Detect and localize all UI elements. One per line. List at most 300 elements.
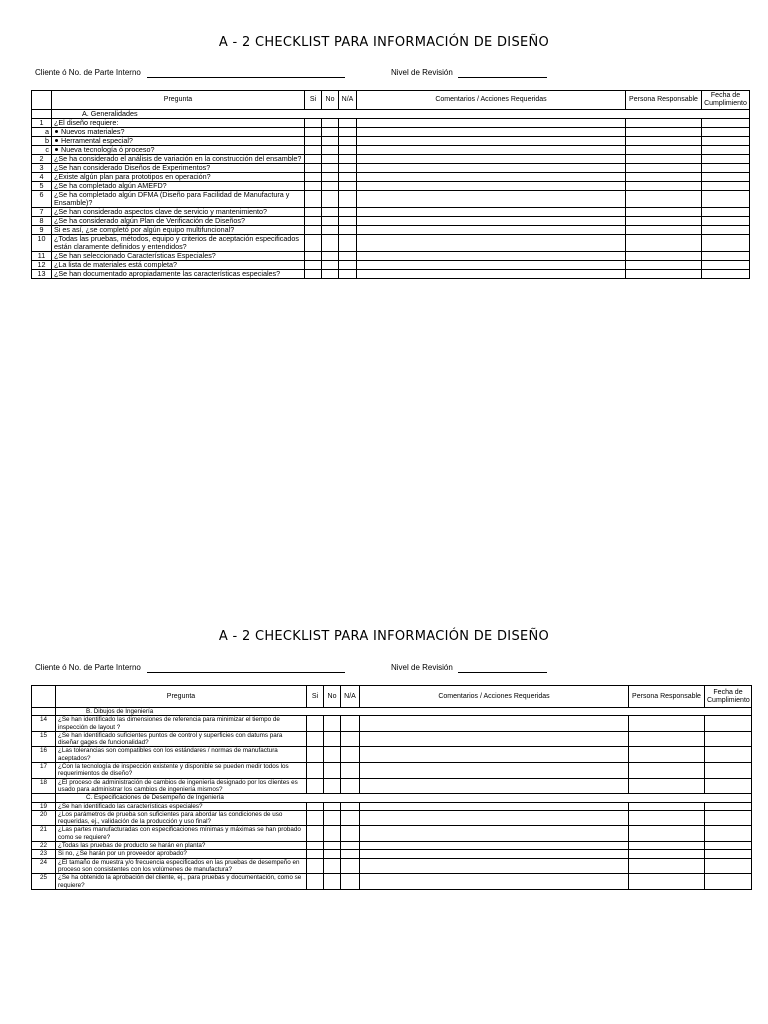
question-cell [52,270,305,279]
responsible-cell[interactable] [629,763,705,779]
header-num [32,91,52,110]
na-checkbox[interactable] [339,208,357,217]
question-cell [52,217,305,226]
due-date-cell[interactable] [702,208,750,217]
na-checkbox[interactable] [341,826,360,842]
due-date-cell[interactable] [702,182,750,191]
row-number: 9 [32,226,52,235]
header-pregunta: Pregunta [52,91,305,110]
no-checkbox[interactable] [322,155,339,164]
responsible-cell[interactable] [626,270,702,279]
question-text: ¿Se han considerado Diseños de Experimentos? [54,163,211,172]
responsible-cell[interactable] [626,182,702,191]
due-date-cell[interactable] [702,173,750,182]
header-persona: Persona Responsable [629,686,705,708]
due-date-cell[interactable] [702,119,750,128]
comments-cell[interactable] [360,716,629,732]
no-checkbox[interactable] [322,146,339,155]
table-row [32,874,752,890]
question-cell [52,208,305,217]
table-row [32,850,752,858]
no-checkbox[interactable] [322,252,339,261]
na-checkbox[interactable] [341,858,360,874]
revision-label: Nivel de Revisión [391,68,453,77]
section-row [32,708,752,716]
header-no: No [324,686,341,708]
due-date-cell[interactable] [705,842,752,850]
comments-cell[interactable] [360,778,629,794]
row-number: 25 [32,874,56,890]
na-checkbox[interactable] [341,850,360,858]
due-date-cell[interactable] [705,874,752,890]
no-checkbox[interactable] [324,747,341,763]
revision-label: Nivel de Revisión [391,663,453,672]
no-checkbox[interactable] [324,842,341,850]
si-checkbox[interactable] [307,716,324,732]
si-checkbox[interactable] [307,802,324,810]
no-checkbox[interactable] [322,208,339,217]
comments-cell[interactable] [360,802,629,810]
question-text: Herramental especial? [61,136,133,145]
si-checkbox[interactable] [307,826,324,842]
row-number: 2 [32,155,52,164]
row-number: 3 [32,164,52,173]
si-checkbox[interactable] [307,842,324,850]
row-number: 17 [32,763,56,779]
client-label: Cliente ó No. de Parte Interno [35,68,141,77]
si-checkbox[interactable] [305,217,322,226]
si-checkbox[interactable] [305,226,322,235]
no-checkbox[interactable] [324,850,341,858]
due-date-cell[interactable] [702,155,750,164]
row-number: 10 [32,235,52,252]
row-number [32,794,56,802]
question-text: ¿Se han identificado las características especiales? [58,802,203,810]
question-cell [56,763,307,779]
question-cell [56,802,307,810]
question-cell [52,164,305,173]
na-checkbox[interactable] [339,226,357,235]
si-checkbox[interactable] [305,270,322,279]
comments-cell[interactable] [357,155,626,164]
no-checkbox[interactable] [322,226,339,235]
na-checkbox[interactable] [341,810,360,826]
na-checkbox[interactable] [341,747,360,763]
due-date-cell[interactable] [702,146,750,155]
due-date-cell[interactable] [702,261,750,270]
comments-cell[interactable] [360,731,629,747]
table-row [32,716,752,732]
row-number: 14 [32,716,56,732]
question-cell [56,850,307,858]
comments-cell[interactable] [360,842,629,850]
due-date-cell[interactable] [705,858,752,874]
row-number: 22 [32,842,56,850]
header-comentarios: Comentarios / Acciones Requeridas [357,91,626,110]
row-number: 15 [32,731,56,747]
header-na: N/A [339,91,357,110]
si-checkbox[interactable] [305,128,322,137]
due-date-cell[interactable] [705,716,752,732]
comments-cell[interactable] [357,226,626,235]
comments-cell[interactable] [357,217,626,226]
si-checkbox[interactable] [305,155,322,164]
row-number: 1 [32,119,52,128]
si-checkbox[interactable] [307,731,324,747]
client-label: Cliente ó No. de Parte Interno [35,663,141,672]
due-date-cell[interactable] [702,128,750,137]
row-number: 5 [32,182,52,191]
table-row [32,763,752,779]
question-text: ¿Las partes manufacturadas con especificaciones mínimas y máximas se han probado como se requiere? [58,826,301,841]
due-date-cell[interactable] [702,235,750,252]
row-number: 11 [32,252,52,261]
header-si: Si [305,91,322,110]
na-checkbox[interactable] [339,119,357,128]
table-row [32,826,752,842]
na-checkbox[interactable] [339,137,357,146]
due-date-cell[interactable] [705,826,752,842]
comments-cell[interactable] [357,137,626,146]
na-checkbox[interactable] [341,731,360,747]
no-checkbox[interactable] [322,119,339,128]
row-number: a [32,128,52,137]
question-cell [52,182,305,191]
na-checkbox[interactable] [339,155,357,164]
na-checkbox[interactable] [339,191,357,208]
due-date-cell[interactable] [705,731,752,747]
table-row [32,164,750,173]
responsible-cell[interactable] [626,128,702,137]
row-number: 23 [32,850,56,858]
question-cell [56,716,307,732]
comments-cell[interactable] [360,747,629,763]
no-checkbox[interactable] [324,778,341,794]
comments-cell[interactable] [360,826,629,842]
responsible-cell[interactable] [626,235,702,252]
question-cell [52,128,305,137]
question-text: ¿Se han identificado las dimensiones de referencia para minimizar el tiempo de inspección de layout ? [58,716,280,731]
question-text: ¿El proceso de administración de cambios de ingeniería designado por los clientes es usado para administrar los cambios de ingeniería mismos? [58,778,298,793]
row-number: 20 [32,810,56,826]
bullet-icon [55,148,58,151]
si-checkbox[interactable] [305,137,322,146]
header-no: No [322,91,339,110]
question-text: ¿Se ha completado algún DFMA (Diseño para Facilidad de Manufactura y Ensamble)? [54,190,290,207]
no-checkbox[interactable] [322,173,339,182]
na-checkbox[interactable] [339,217,357,226]
question-text: Nuevos materiales? [61,127,125,136]
responsible-cell[interactable] [626,226,702,235]
si-checkbox[interactable] [305,173,322,182]
na-checkbox[interactable] [341,842,360,850]
comments-cell[interactable] [360,763,629,779]
no-checkbox[interactable] [322,217,339,226]
responsible-cell[interactable] [626,164,702,173]
question-text: ¿Los parámetros de prueba son suficientes para abordar las condiciones de uso requeridas, ej., validación de la producción y uso final? [58,810,283,826]
table-row [32,217,750,226]
question-cell [56,874,307,890]
na-checkbox[interactable] [341,802,360,810]
section-heading: B. Dibujos de Ingeniería [56,708,752,716]
si-checkbox[interactable] [305,235,322,252]
question-cell [52,155,305,164]
table-row [32,270,750,279]
na-checkbox[interactable] [339,164,357,173]
section-row [32,110,750,119]
si-checkbox[interactable] [307,874,324,890]
na-checkbox[interactable] [339,128,357,137]
responsible-cell[interactable] [626,146,702,155]
comments-cell[interactable] [357,164,626,173]
question-text: ¿Se ha completado algún AMEFD? [54,181,167,190]
na-checkbox[interactable] [339,252,357,261]
si-checkbox[interactable] [307,747,324,763]
no-checkbox[interactable] [322,182,339,191]
comments-cell[interactable] [360,810,629,826]
responsible-cell[interactable] [629,810,705,826]
responsible-cell[interactable] [626,155,702,164]
table-row [32,208,750,217]
table-row [32,119,750,128]
checklist-body [32,110,750,279]
bullet-icon [55,139,58,142]
comments-cell[interactable] [357,235,626,252]
si-checkbox[interactable] [307,778,324,794]
section-heading: C. Especificaciones de Desempeño de Ingeniería [56,794,752,802]
comments-cell[interactable] [357,146,626,155]
responsible-cell[interactable] [626,217,702,226]
question-text: Si es así, ¿se completó por algún equipo multifuncional? [54,225,235,234]
question-cell [52,137,305,146]
question-cell [56,747,307,763]
table-row [32,842,752,850]
checklist-table [31,685,752,890]
si-checkbox[interactable] [305,182,322,191]
table-row [32,858,752,874]
comments-cell[interactable] [357,261,626,270]
no-checkbox[interactable] [324,810,341,826]
question-text: ¿Todas las pruebas de producto se harán en planta? [58,842,206,850]
revision-field[interactable] [458,663,547,673]
header-fecha: Fecha de Cumplimiento [705,686,752,708]
question-cell [52,226,305,235]
si-checkbox[interactable] [305,208,322,217]
comments-cell[interactable] [357,270,626,279]
si-checkbox[interactable] [305,252,322,261]
no-checkbox[interactable] [324,763,341,779]
client-field[interactable] [147,68,345,78]
comments-cell[interactable] [357,128,626,137]
row-number: 7 [32,208,52,217]
question-text: ¿El tamaño de muestra y/o frecuencia especificados en las pruebas de desempeño en proceso son consistentes con los volúmenes de manufactura? [58,858,300,873]
table-row [32,252,750,261]
header-pregunta: Pregunta [56,686,307,708]
responsible-cell[interactable] [629,802,705,810]
table-row [32,747,752,763]
question-cell [52,261,305,270]
due-date-cell[interactable] [705,802,752,810]
no-checkbox[interactable] [324,731,341,747]
si-checkbox[interactable] [305,191,322,208]
question-cell [56,826,307,842]
question-cell [56,842,307,850]
question-cell [52,235,305,252]
question-text: ¿Se han documentado apropiadamente las características especiales? [54,269,281,278]
row-number: 4 [32,173,52,182]
section-heading: A. Generalidades [52,110,750,119]
row-number: c [32,146,52,155]
due-date-cell[interactable] [705,763,752,779]
responsible-cell[interactable] [629,731,705,747]
row-number: 18 [32,778,56,794]
bullet-icon [55,130,58,133]
due-date-cell[interactable] [702,252,750,261]
comments-cell[interactable] [357,191,626,208]
na-checkbox[interactable] [341,716,360,732]
responsible-cell[interactable] [629,826,705,842]
header-si: Si [307,686,324,708]
comments-cell[interactable] [357,208,626,217]
question-cell [52,173,305,182]
na-checkbox[interactable] [339,182,357,191]
na-checkbox[interactable] [341,778,360,794]
row-number: 12 [32,261,52,270]
table-row [32,802,752,810]
si-checkbox[interactable] [305,119,322,128]
si-checkbox[interactable] [305,146,322,155]
comments-cell[interactable] [357,182,626,191]
no-checkbox[interactable] [324,874,341,890]
no-checkbox[interactable] [322,164,339,173]
responsible-cell[interactable] [629,842,705,850]
table-row [32,146,750,155]
responsible-cell[interactable] [626,119,702,128]
responsible-cell[interactable] [626,252,702,261]
table-row [32,778,752,794]
responsible-cell[interactable] [626,208,702,217]
due-date-cell[interactable] [705,778,752,794]
na-checkbox[interactable] [341,763,360,779]
no-checkbox[interactable] [322,270,339,279]
question-text: ¿Se han considerado aspectos clave de servicio y mantenimiento? [54,207,267,216]
na-checkbox[interactable] [339,261,357,270]
header-persona: Persona Responsable [626,91,702,110]
si-checkbox[interactable] [307,850,324,858]
question-cell [56,810,307,826]
question-text: Si no, ¿Se harán por un proveedor aprobado? [58,850,187,858]
checklist-table [31,90,750,279]
no-checkbox[interactable] [322,235,339,252]
si-checkbox[interactable] [307,763,324,779]
question-text: ¿Se ha considerado el análisis de variación en la construcción del ensamble? [54,154,302,163]
no-checkbox[interactable] [324,858,341,874]
due-date-cell[interactable] [702,137,750,146]
no-checkbox[interactable] [324,716,341,732]
si-checkbox[interactable] [305,261,322,270]
due-date-cell[interactable] [705,810,752,826]
comments-cell[interactable] [357,119,626,128]
due-date-cell[interactable] [702,217,750,226]
si-checkbox[interactable] [307,858,324,874]
na-checkbox[interactable] [339,235,357,252]
no-checkbox[interactable] [324,802,341,810]
client-field[interactable] [147,663,345,673]
due-date-cell[interactable] [702,226,750,235]
responsible-cell[interactable] [626,261,702,270]
question-cell [52,119,305,128]
na-checkbox[interactable] [339,146,357,155]
due-date-cell[interactable] [702,270,750,279]
responsible-cell[interactable] [626,137,702,146]
comments-cell[interactable] [360,858,629,874]
si-checkbox[interactable] [305,164,322,173]
no-checkbox[interactable] [322,261,339,270]
table-row [32,261,750,270]
responsible-cell[interactable] [629,778,705,794]
question-text: ¿Se han identificado suficientes puntos de control y superficies con datums para diseñar gages de funcionalidad? [58,731,283,747]
question-cell [56,778,307,794]
no-checkbox[interactable] [322,128,339,137]
comments-cell[interactable] [360,850,629,858]
comments-cell[interactable] [360,874,629,890]
na-checkbox[interactable] [341,874,360,890]
responsible-cell[interactable] [629,874,705,890]
table-row [32,226,750,235]
comments-cell[interactable] [357,252,626,261]
row-number [32,110,52,119]
question-cell [52,191,305,208]
responsible-cell[interactable] [629,747,705,763]
no-checkbox[interactable] [322,191,339,208]
question-text: ¿Existe algún plan para prototipos en operación? [54,172,211,181]
due-date-cell[interactable] [702,191,750,208]
no-checkbox[interactable] [322,137,339,146]
question-text: ¿Se ha considerado algún Plan de Verificación de Diseños? [54,216,245,225]
responsible-cell[interactable] [626,173,702,182]
revision-field[interactable] [458,68,547,78]
no-checkbox[interactable] [324,826,341,842]
responsible-cell[interactable] [629,716,705,732]
question-text: ¿Con la tecnología de inspección existente y disponible se pueden medir todos los requerimientos de diseño? [58,763,289,778]
table-row [32,810,752,826]
na-checkbox[interactable] [339,270,357,279]
question-text: Nueva tecnología ó proceso? [61,145,155,154]
na-checkbox[interactable] [339,173,357,182]
question-text: ¿El diseño requiere: [54,118,119,127]
table-row [32,137,750,146]
due-date-cell[interactable] [705,850,752,858]
row-number: 8 [32,217,52,226]
question-cell [56,858,307,874]
section-row [32,794,752,802]
row-number: 19 [32,802,56,810]
question-text: ¿Las tolerancias son compatibles con los estándares / normas de manufactura aceptados? [58,747,278,762]
responsible-cell[interactable] [629,850,705,858]
header-comentarios: Comentarios / Acciones Requeridas [360,686,629,708]
table-row [32,155,750,164]
due-date-cell[interactable] [702,164,750,173]
row-number [32,708,56,716]
comments-cell[interactable] [357,173,626,182]
table-row [32,191,750,208]
row-number: 24 [32,858,56,874]
responsible-cell[interactable] [629,858,705,874]
responsible-cell[interactable] [626,191,702,208]
due-date-cell[interactable] [705,747,752,763]
row-number: 13 [32,270,52,279]
si-checkbox[interactable] [307,810,324,826]
